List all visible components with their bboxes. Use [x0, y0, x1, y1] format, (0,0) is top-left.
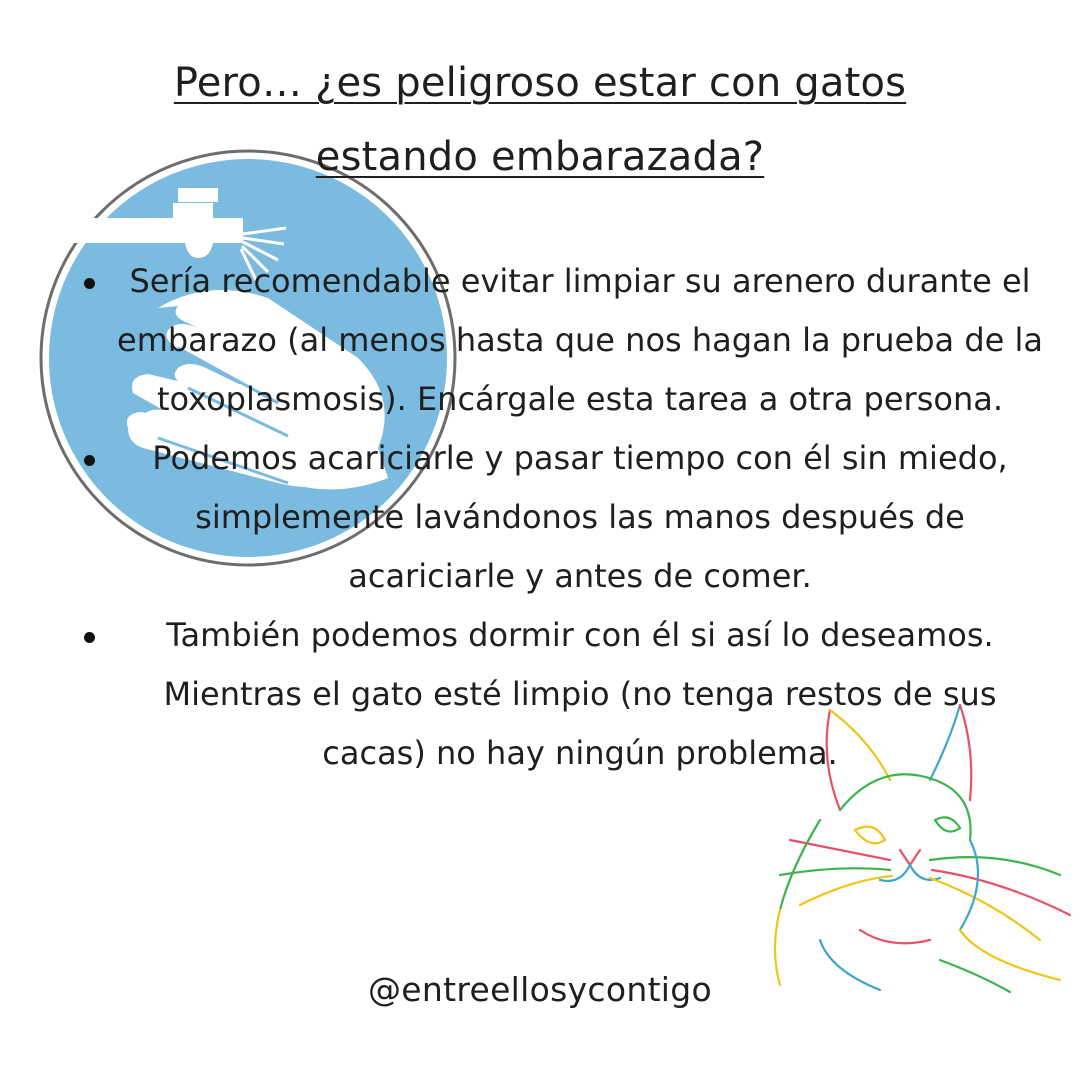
title-line-2: estando embarazada?	[315, 134, 765, 180]
list-item	[70, 252, 1050, 429]
bullet-text: Sería recomendable evitar limpiar su arenero durante el embarazo (al menos hasta que nos hagan la prueba de la toxoplasmosis). Encárgale esta tarea a otra persona.	[117, 262, 1043, 418]
list-item	[70, 429, 1050, 606]
bullet-list	[70, 252, 1050, 783]
social-handle: @entreellosycontigo	[367, 970, 713, 1009]
bullet-text: Podemos acariciarle y pasar tiempo con él sin miedo, simplemente lavándonos las manos después de acariciarle y antes de comer.	[152, 439, 1008, 595]
bullet-text: También podemos dormir con él si así lo deseamos. Mientras el gato esté limpio (no tenga restos de sus cacas) no hay ningún problema.	[163, 616, 997, 772]
bullet-icon	[84, 455, 95, 466]
bullet-icon	[84, 278, 95, 289]
title-line-1: Pero… ¿es peligroso estar con gatos	[173, 60, 907, 106]
list-item	[70, 606, 1050, 783]
page-title	[0, 46, 1080, 194]
bullet-icon	[84, 632, 95, 643]
